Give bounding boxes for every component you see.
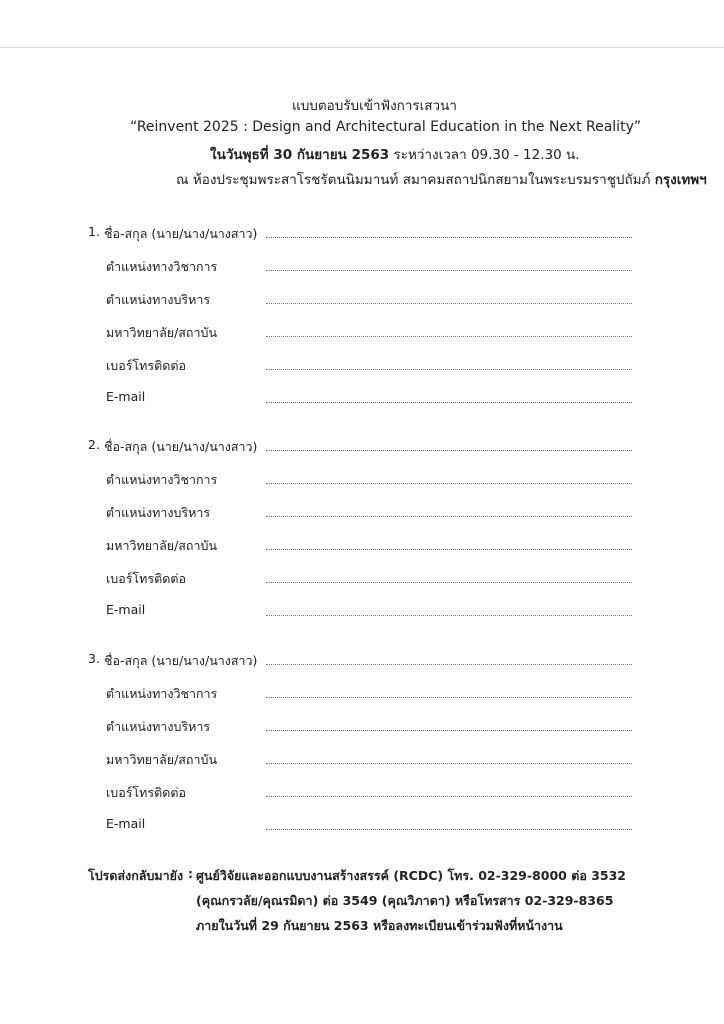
phone-label: เบอร์โทรติดต่อ [106,571,186,586]
academic-position-label: ตำแหน่งทางวิชาการ [106,472,218,487]
email-label: E-mail [106,389,146,404]
admin-position-field[interactable] [266,302,632,304]
name-field[interactable] [266,663,632,665]
university-field[interactable] [266,548,632,550]
phone-label: เบอร์โทรติดต่อ [106,785,186,800]
return-label: โปรดส่งกลับมายัง [88,868,184,883]
name-label: ชื่อ-สกุล (นาย/นาง/นางสาว) [104,439,258,454]
phone-label: เบอร์โทรติดต่อ [106,358,186,373]
name-label: ชื่อ-สกุล (นาย/นาง/นางสาว) [104,226,258,241]
event-venue [176,168,707,190]
phone-field[interactable] [266,795,632,797]
academic-position-label: ตำแหน่งทางวิชาการ [106,259,218,274]
phone-row [0,356,724,376]
admin-position-field[interactable] [266,515,632,517]
academic-position-field[interactable] [266,482,632,484]
event-title: “Reinvent 2025 : Design and Architectural Education in the Next Reality” [130,119,642,135]
contact-line-1: ศูนย์วิจัยและออกแบบงานสร้างสรรค์ (RCDC) โทร. 02-329-8000 ต่อ 3532 [196,868,626,883]
university-row [0,750,724,770]
venue-city: กรุงเทพฯ [654,172,707,188]
academic-position-field[interactable] [266,269,632,271]
admin-position-label: ตำแหน่งทางบริหาร [106,292,211,307]
name-row [0,437,724,457]
name-field[interactable] [266,236,632,238]
email-row [0,816,724,836]
deadline-line: ภายในวันที่ 29 กันยายน 2563 หรือลงทะเบียนเข้าร่วมฟังที่หน้างาน [196,918,563,933]
phone-row [0,783,724,803]
academic-position-row [0,257,724,277]
academic-position-row [0,470,724,490]
entry-number: 3. [88,651,100,666]
name-label: ชื่อ-สกุล (นาย/นาง/นางสาว) [104,653,258,668]
phone-row [0,569,724,589]
academic-position-label: ตำแหน่งทางวิชาการ [106,686,218,701]
academic-position-field[interactable] [266,696,632,698]
university-field[interactable] [266,762,632,764]
admin-position-field[interactable] [266,729,632,731]
name-row [0,651,724,671]
university-label: มหาวิทยาลัย/สถาบัน [106,538,217,553]
return-colon: : [188,866,193,881]
university-label: มหาวิทยาลัย/สถาบัน [106,325,217,340]
event-time: ระหว่างเวลา 09.30 - 12.30 น. [389,147,580,163]
entry-number: 2. [88,437,100,452]
admin-position-row [0,503,724,523]
university-field[interactable] [266,335,632,337]
academic-position-row [0,684,724,704]
admin-position-label: ตำแหน่งทางบริหาร [106,505,211,520]
admin-position-label: ตำแหน่งทางบริหาร [106,719,211,734]
university-label: มหาวิทยาลัย/สถาบัน [106,752,217,767]
email-label: E-mail [106,816,146,831]
venue-name: ณ ห้องประชุมพระสาโรชรัตนนิมมานท์ สมาคมสถาปนิกสยามในพระบรมราชูปถัมภ์ [176,172,655,188]
event-date-time [210,143,580,165]
university-row [0,323,724,343]
email-label: E-mail [106,602,146,617]
scan-top-edge-line [0,47,724,48]
admin-position-row [0,717,724,737]
name-field[interactable] [266,449,632,451]
form-title: แบบตอบรับเข้าฟังการเสวนา [292,98,457,114]
admin-position-row [0,290,724,310]
name-row [0,224,724,244]
phone-field[interactable] [266,581,632,583]
event-date: ในวันพุธที่ 30 กันยายน 2563 [210,147,390,163]
email-row [0,389,724,409]
university-row [0,536,724,556]
email-field[interactable] [266,828,632,830]
contact-line-2: (คุณกรวลัย/คุณรมิดา) ต่อ 3549 (คุณวิภาดา) หรือโทรสาร 02-329-8365 [196,893,614,908]
email-field[interactable] [266,401,632,403]
entry-number: 1. [88,224,100,239]
email-field[interactable] [266,614,632,616]
phone-field[interactable] [266,368,632,370]
email-row [0,602,724,622]
